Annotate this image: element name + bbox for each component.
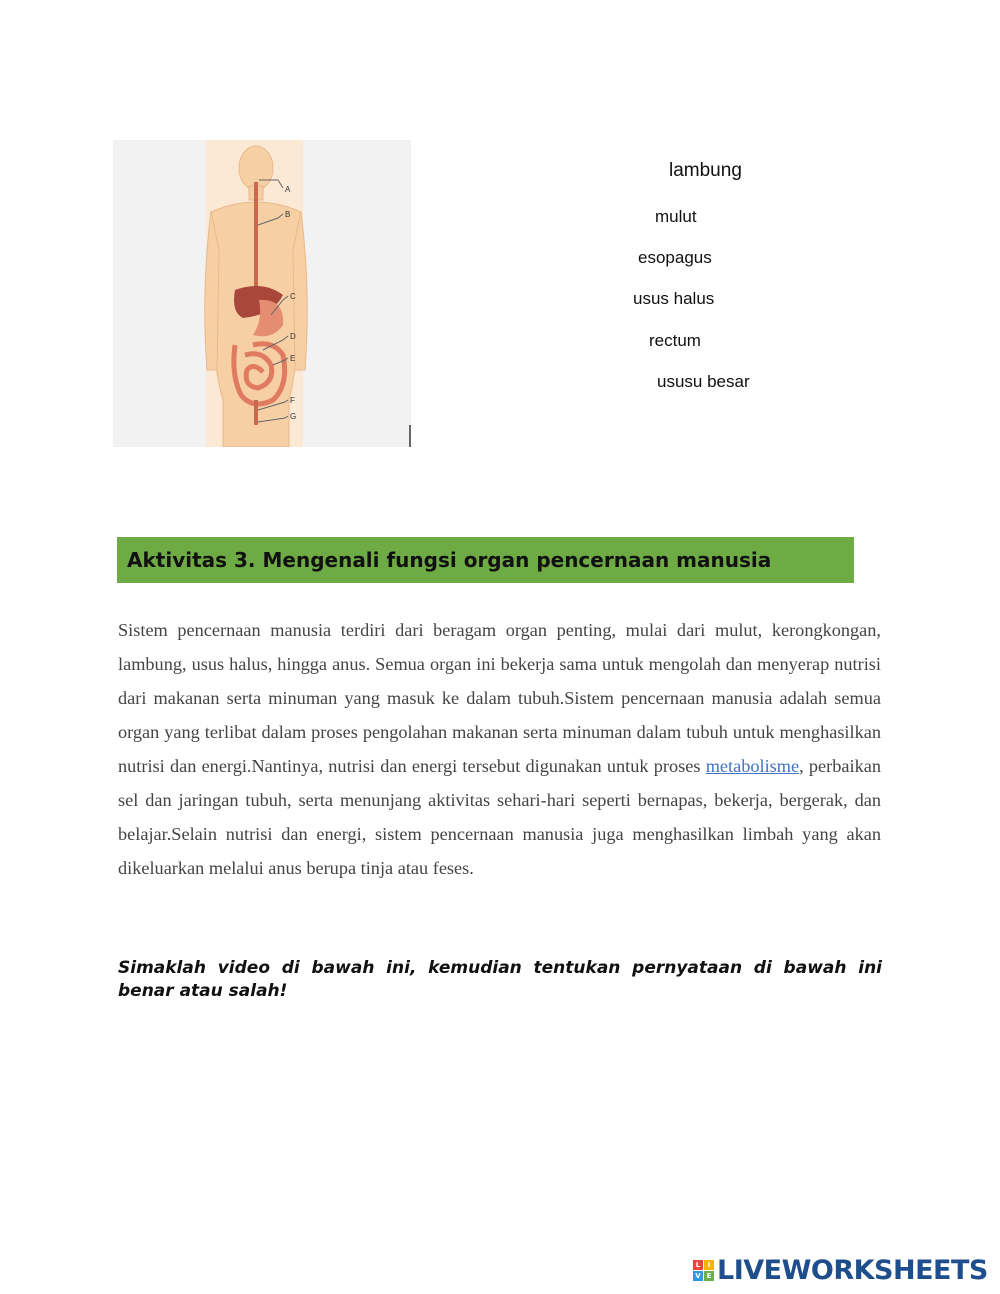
organ-label-lambung[interactable]: lambung [669, 160, 742, 181]
organ-label-usus-halus[interactable]: usus halus [633, 289, 715, 308]
digestive-system-illustration [113, 140, 411, 447]
diagram-marker-g: G [290, 412, 297, 421]
logo-letter-i: I [704, 1260, 714, 1270]
organ-label-mulut[interactable]: mulut [655, 207, 697, 226]
activity-paragraph [118, 613, 881, 885]
organ-label-ususu-besar[interactable]: ususu besar [657, 372, 750, 391]
organ-label-esopagus[interactable]: esopagus [638, 248, 712, 267]
logo-mark-icon [693, 1260, 714, 1281]
diagram-marker-a: A [285, 185, 291, 194]
paragraph-text-start: Sistem pencernaan manusia terdiri dari beragam organ penting, mulai dari mulut, kerongkongan, lambung, usus halus, hingga anus. Semua organ ini bekerja sama untuk mengolah dan menyerap nutrisi dari makanan serta minuman yang masuk ke dalam tubuh.Sistem pencernaan manusia adalah semua organ yang terlibat dalam proses pengolahan makanan serta minuman dalam tubuh untuk menghasilkan nutrisi dan energi.Nantinya, nutrisi dan energi tersebut digunakan untuk proses [118, 620, 881, 776]
paragraph-text-end: , perbaikan sel dan jaringan tubuh, serta menunjang aktivitas sehari-hari seperti bernapas, bekerja, bergerak, dan belajar.Selain nutrisi dan energi, sistem pencernaan manusia juga menghasilkan limbah yang akan dikeluarkan melalui anus berupa tinja atau feses. [118, 756, 881, 878]
liveworksheets-logo[interactable] [693, 1254, 988, 1286]
activity-heading-bar [117, 537, 854, 583]
logo-letter-e: E [704, 1271, 714, 1281]
logo-letter-v: V [693, 1271, 703, 1281]
organ-label-rectum[interactable]: rectum [649, 331, 701, 350]
logo-letter-l: L [693, 1260, 703, 1270]
logo-wordmark: LIVEWORKSHEETS [717, 1254, 988, 1286]
digestive-system-diagram [113, 140, 411, 447]
diagram-marker-b: B [285, 210, 291, 219]
diagram-edge-line [409, 425, 411, 447]
diagram-marker-d: D [290, 332, 296, 341]
metabolisme-link[interactable]: metabolisme [705, 756, 800, 776]
activity-heading: Aktivitas 3. Mengenali fungsi organ pencernaan manusia [127, 548, 772, 572]
diagram-marker-c: C [290, 292, 296, 301]
instruction-text: Simaklah video di bawah ini, kemudian tentukan pernyataan di bawah ini benar atau salah! [118, 958, 882, 1001]
diagram-marker-f: F [290, 396, 295, 405]
diagram-marker-e: E [290, 354, 296, 363]
